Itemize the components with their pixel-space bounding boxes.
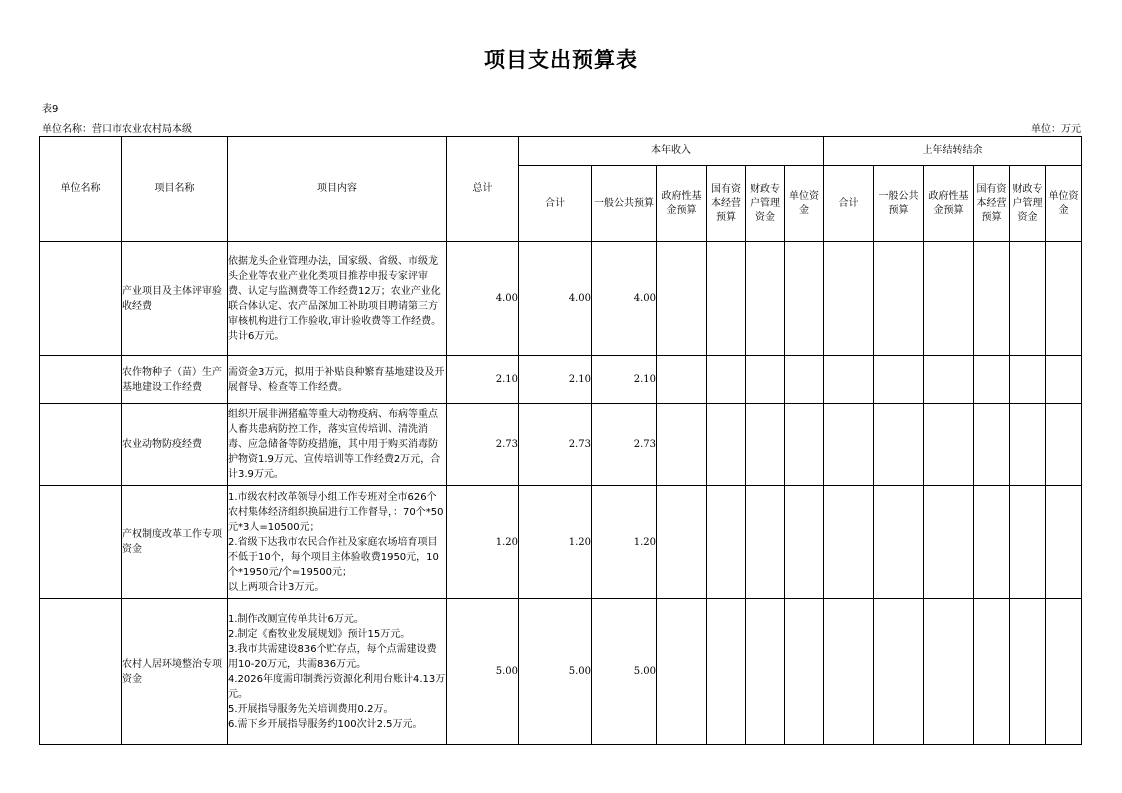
current-general-cell: 2.10 (592, 356, 657, 404)
last-subtotal-cell (824, 486, 874, 599)
last-special-cell (1010, 356, 1046, 404)
unit-label: 单位：万元 (1031, 124, 1081, 135)
current-unitfund-cell (785, 242, 824, 356)
project-name-cell: 农作物种子（苗）生产基地建设工作经费 (122, 356, 228, 404)
project-name-cell: 农村人居环境整治专项资金 (122, 599, 228, 745)
total-cell: 2.73 (447, 404, 519, 486)
header-current-fund: 政府性基金预算 (657, 166, 707, 242)
header-row-1 (40, 137, 1082, 166)
last-subtotal-cell (824, 356, 874, 404)
table-body (40, 242, 1082, 745)
project-content-cell: 需资金3万元，拟用于补贴良种繁育基地建设及开展督导、检查等工作经费。 (228, 356, 447, 404)
page-title: 项目支出预算表 (484, 48, 638, 72)
header-unit: 单位名称 (40, 137, 122, 242)
last-subtotal-cell (824, 404, 874, 486)
current-fund-cell (657, 356, 707, 404)
last-state-cell (974, 356, 1010, 404)
current-state-cell (707, 599, 746, 745)
current-subtotal-cell: 1.20 (519, 486, 592, 599)
last-state-cell (974, 486, 1010, 599)
last-state-cell (974, 404, 1010, 486)
budget-table (39, 136, 1082, 745)
current-fund-cell (657, 242, 707, 356)
project-name-cell: 农业动物防疫经费 (122, 404, 228, 486)
project-content-cell: 1.市级农村改革领导小组工作专班对全市626个农村集体经济组织换届进行工作督导，：70个*50元*3人=10500元； 2.省级下达我市农民合作社及家庭农场培育项目不低于10个，每个项目主体验收费1950元，10个*1950元/个=19500元； 以上两项合计3万元。 (228, 486, 447, 599)
current-state-cell (707, 242, 746, 356)
header-last-special: 财政专户管理资金 (1010, 166, 1046, 242)
last-special-cell (1010, 486, 1046, 599)
header-content: 项目内容 (228, 137, 447, 242)
project-name-cell: 产权制度改革工作专项资金 (122, 486, 228, 599)
current-general-cell: 1.20 (592, 486, 657, 599)
last-general-cell (874, 356, 924, 404)
current-special-cell (746, 404, 785, 486)
total-cell: 1.20 (447, 486, 519, 599)
last-state-cell (974, 599, 1010, 745)
last-fund-cell (924, 486, 974, 599)
header-current-year: 本年收入 (519, 137, 824, 166)
unit-cell (40, 404, 122, 486)
last-general-cell (874, 242, 924, 356)
last-state-cell (974, 242, 1010, 356)
current-subtotal-cell: 4.00 (519, 242, 592, 356)
current-general-cell: 4.00 (592, 242, 657, 356)
current-subtotal-cell: 5.00 (519, 599, 592, 745)
header-current-subtotal: 合计 (519, 166, 592, 242)
current-state-cell (707, 404, 746, 486)
total-cell: 2.10 (447, 356, 519, 404)
last-subtotal-cell (824, 242, 874, 356)
project-name-cell: 产业项目及主体评审验收经费 (122, 242, 228, 356)
current-special-cell (746, 356, 785, 404)
project-content-cell: 1.制作改厕宣传单共计6万元。 2.制定《畜牧业发展规划》预计15万元。 3.我市共需建设836个贮存点，每个点需建设费用10-20万元，共需836万元。 4.2026年度需印制粪污资源化利用台账计4.13万元。 5.开展指导服务先关培训费用0.2万。 6.需下乡开展指导服务约100次计2.5万元。 (228, 599, 447, 745)
last-special-cell (1010, 242, 1046, 356)
last-fund-cell (924, 599, 974, 745)
unit-cell (40, 599, 122, 745)
header-last-general: 一般公共预算 (874, 166, 924, 242)
table-row (40, 242, 1082, 356)
project-content-cell: 依据龙头企业管理办法，国家级、省级、市级龙头企业等农业产业化类项目推荐申报专家评审费、认定与监测费等工作经费12万；农业产业化联合体认定、农产品深加工补助项目聘请第三方审核机构进行工作验收,审计验收费等工作经费。共计6万元。 (228, 242, 447, 356)
total-cell: 4.00 (447, 242, 519, 356)
project-content-cell: 组织开展非洲猪瘟等重大动物疫病、布病等重点人畜共患病防控工作，落实宣传培训、清洗消毒、应急储备等防疫措施，其中用于购买消毒防护物资1.9万元、宣传培训等工作经费2万元，合计3.9万元。 (228, 404, 447, 486)
last-fund-cell (924, 404, 974, 486)
header-last-subtotal: 合计 (824, 166, 874, 242)
current-special-cell (746, 599, 785, 745)
header-last-unitfund: 单位资金 (1046, 166, 1082, 242)
current-general-cell: 2.73 (592, 404, 657, 486)
header-total: 总计 (447, 137, 519, 242)
last-special-cell (1010, 404, 1046, 486)
current-subtotal-cell: 2.73 (519, 404, 592, 486)
last-special-cell (1010, 599, 1046, 745)
last-unitfund-cell (1046, 404, 1082, 486)
last-fund-cell (924, 242, 974, 356)
header-last-year: 上年结转结余 (824, 137, 1082, 166)
last-general-cell (874, 599, 924, 745)
header-current-state: 国有资本经营预算 (707, 166, 746, 242)
unit-name: 单位名称：营口市农业农村局本级 (42, 124, 192, 135)
last-fund-cell (924, 356, 974, 404)
current-special-cell (746, 242, 785, 356)
header-current-unitfund: 单位资金 (785, 166, 824, 242)
last-unitfund-cell (1046, 242, 1082, 356)
current-state-cell (707, 356, 746, 404)
current-unitfund-cell (785, 356, 824, 404)
header-current-general: 一般公共预算 (592, 166, 657, 242)
current-unitfund-cell (785, 599, 824, 745)
last-subtotal-cell (824, 599, 874, 745)
last-unitfund-cell (1046, 486, 1082, 599)
last-unitfund-cell (1046, 356, 1082, 404)
last-unitfund-cell (1046, 599, 1082, 745)
unit-cell (40, 356, 122, 404)
current-unitfund-cell (785, 404, 824, 486)
table-row (40, 486, 1082, 599)
current-special-cell (746, 486, 785, 599)
unit-cell (40, 242, 122, 356)
table-row (40, 356, 1082, 404)
current-general-cell: 5.00 (592, 599, 657, 745)
table-row (40, 599, 1082, 745)
current-state-cell (707, 486, 746, 599)
header-last-state: 国有资本经营预算 (974, 166, 1010, 242)
last-general-cell (874, 486, 924, 599)
header-current-special: 财政专户管理资金 (746, 166, 785, 242)
current-unitfund-cell (785, 486, 824, 599)
total-cell: 5.00 (447, 599, 519, 745)
header-project: 项目名称 (122, 137, 228, 242)
current-fund-cell (657, 486, 707, 599)
current-fund-cell (657, 599, 707, 745)
table-number: 表9 (42, 104, 59, 115)
current-subtotal-cell: 2.10 (519, 356, 592, 404)
unit-cell (40, 486, 122, 599)
header-last-fund: 政府性基金预算 (924, 166, 974, 242)
last-general-cell (874, 404, 924, 486)
current-fund-cell (657, 404, 707, 486)
table-row (40, 404, 1082, 486)
